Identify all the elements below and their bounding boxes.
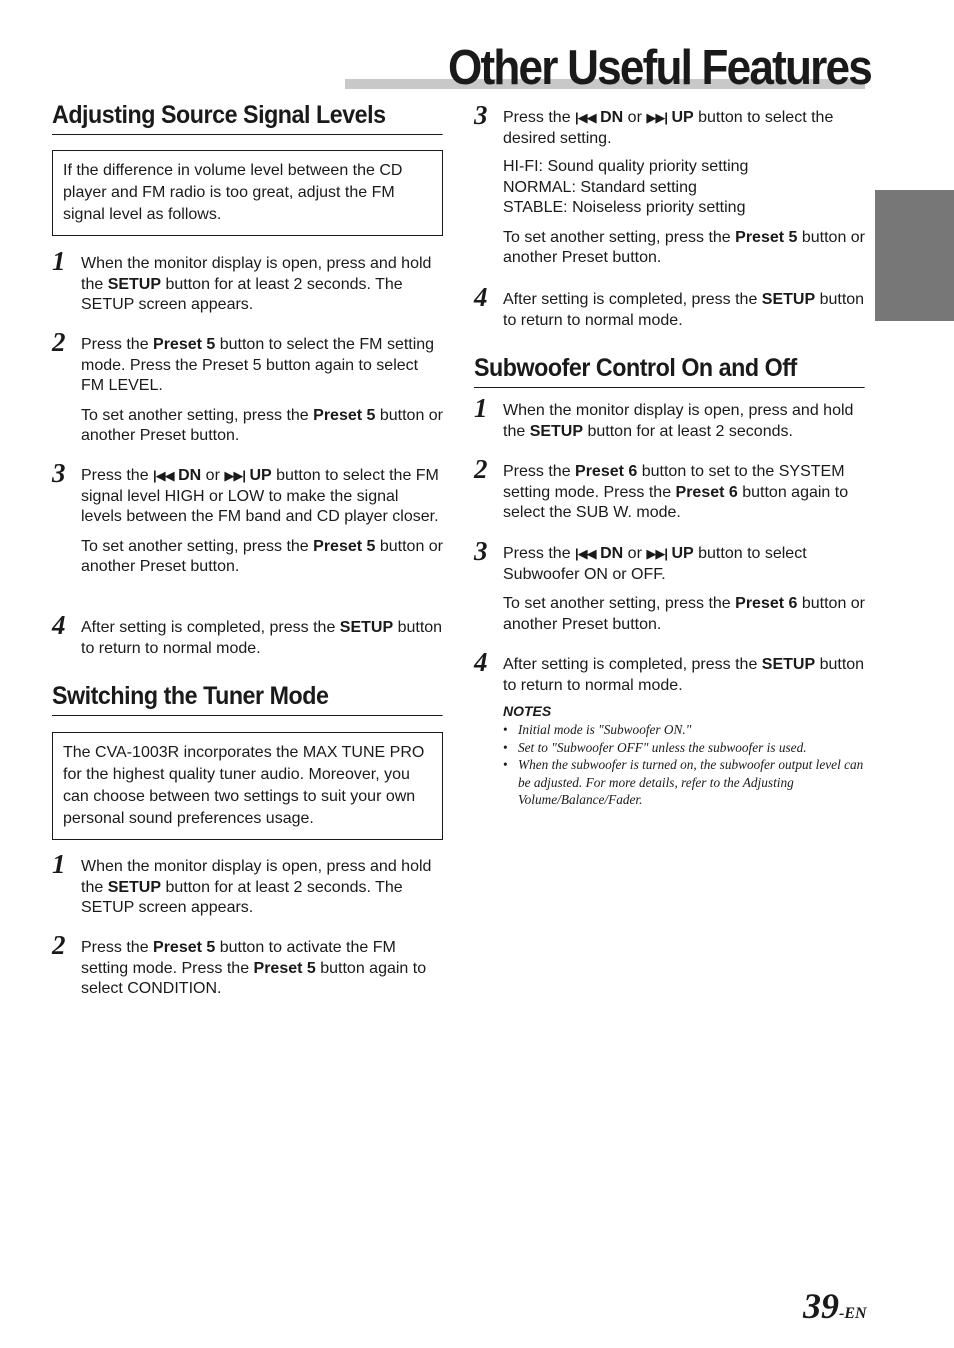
step-text: button to return to normal mode. — [81, 619, 443, 657]
note-item: • Set to "Subwoofer OFF" unless the subwoofer is used. — [503, 739, 865, 757]
step-text: button for at least 2 seconds. — [583, 422, 793, 440]
step-number: 3 — [474, 100, 488, 130]
subwoofer-step-2 — [474, 454, 865, 524]
section-heading-subwoofer: Subwoofer Control On and Off — [474, 354, 865, 388]
intro-text: If the difference in volume level between the CD player and FM radio is too great, adjust the FM signal level as follows. — [63, 162, 403, 223]
button-name: SETUP — [339, 619, 394, 636]
option-item: STABLE: Noiseless priority setting — [503, 199, 746, 216]
step-text: button to set to the SYSTEM setting mode. Press the — [503, 463, 845, 501]
option-item: NORMAL: Standard setting — [503, 178, 697, 196]
step-number: 3 — [52, 458, 66, 488]
step-text: button to select the desired setting. — [503, 109, 834, 147]
step-text: When the monitor display is open, press and hold the — [503, 402, 854, 440]
step-text: or — [201, 467, 225, 484]
button-name: UP — [671, 545, 694, 562]
notes — [503, 703, 865, 809]
tuner-step-1 — [52, 849, 443, 919]
button-name: SETUP — [107, 878, 162, 896]
section-heading-tuner: Switching the Tuner Mode — [52, 682, 443, 716]
step-number: 4 — [474, 282, 488, 312]
subwoofer-step-1 — [474, 393, 865, 442]
step-number: 1 — [474, 393, 488, 423]
page-title: Other Useful Features — [448, 41, 871, 95]
button-name: Preset 5 — [153, 336, 216, 353]
page-number-suffix: -EN — [839, 1305, 867, 1322]
step-number: 4 — [474, 647, 488, 677]
button-name: SETUP — [761, 656, 816, 673]
skip-forward-icon: ▶▶| — [646, 546, 667, 561]
step-text: button for at least 2 seconds. The SETUP screen appears. — [81, 878, 403, 916]
button-name: Preset 6 — [735, 595, 798, 612]
left-column — [52, 0, 443, 1348]
intro-box-adjusting — [52, 150, 443, 236]
step-number: 2 — [52, 327, 66, 357]
step-text: button again to select CONDITION. — [81, 959, 427, 997]
step-text: When the monitor display is open, press and hold the — [81, 255, 432, 293]
step-text: button to activate the FM setting mode. Press the — [81, 939, 396, 977]
step-text: Press the — [503, 545, 576, 562]
step-subtext: To set another setting, press the — [81, 537, 314, 555]
subwoofer-step-3 — [474, 536, 866, 635]
step-text: Press the — [503, 463, 576, 480]
skip-forward-icon: ▶▶| — [646, 110, 667, 125]
button-name: DN — [600, 545, 624, 562]
button-name: Preset 5 — [253, 959, 316, 977]
step-number: 4 — [52, 610, 66, 640]
button-name: DN — [178, 467, 202, 484]
step-text: button again to select the SUB W. mode. — [503, 483, 849, 521]
page-number-value: 39 — [803, 1286, 839, 1326]
button-name: SETUP — [107, 275, 162, 293]
step-text: or — [623, 109, 647, 126]
step-number: 1 — [52, 849, 66, 879]
step-text: Press the — [81, 939, 154, 956]
step-number: 1 — [52, 246, 66, 276]
adjusting-step-1 — [52, 246, 443, 316]
skip-forward-icon: ▶▶| — [224, 468, 245, 483]
button-name: UP — [249, 467, 272, 484]
button-name: Preset 6 — [675, 483, 738, 501]
tuner-step-3 — [474, 100, 866, 269]
button-name: SETUP — [529, 422, 584, 440]
note-item: • Initial mode is "Subwoofer ON." — [503, 721, 865, 739]
step-number: 2 — [474, 454, 488, 484]
step-text: When the monitor display is open, press and hold the — [81, 858, 432, 896]
adjusting-step-4 — [52, 610, 443, 659]
button-name: Preset 5 — [313, 406, 376, 424]
step-number: 3 — [474, 536, 488, 566]
skip-back-icon: |◀◀ — [575, 110, 596, 125]
step-subtext: button or another Preset button. — [503, 228, 866, 266]
button-name: Preset 5 — [735, 228, 798, 246]
step-text: Press the — [81, 336, 154, 353]
step-text: or — [623, 545, 647, 562]
step-text: button to select the FM setting mode. Press the Preset 5 button again to select FM LEVEL. — [81, 336, 435, 394]
step-text: After setting is completed, press the — [503, 291, 762, 308]
button-name: UP — [671, 109, 694, 126]
adjusting-step-2 — [52, 327, 444, 447]
step-text: button to return to normal mode. — [503, 291, 865, 329]
subwoofer-step-4 — [474, 647, 865, 696]
step-text: After setting is completed, press the — [503, 656, 762, 673]
intro-box-tuner — [52, 732, 443, 840]
step-text: button for at least 2 seconds. The SETUP screen appears. — [81, 275, 403, 313]
step-text: button to return to normal mode. — [503, 656, 865, 694]
button-name: Preset 5 — [153, 939, 216, 956]
tuner-step-4 — [474, 282, 865, 331]
adjusting-step-3 — [52, 458, 444, 578]
step-subtext: To set another setting, press the — [503, 228, 736, 246]
step-text: button to select Subwoofer ON or OFF. — [503, 545, 807, 583]
step-number: 2 — [52, 930, 66, 960]
section-heading-adjusting: Adjusting Source Signal Levels — [52, 101, 443, 135]
page-number — [803, 1285, 867, 1327]
button-name: Preset 5 — [313, 537, 376, 555]
step-subtext: button or another Preset button. — [503, 595, 866, 633]
step-text: After setting is completed, press the — [81, 619, 340, 636]
step-subtext: button or another Preset button. — [81, 406, 444, 444]
right-column — [474, 0, 865, 1348]
skip-back-icon: |◀◀ — [575, 546, 596, 561]
step-subtext: To set another setting, press the — [503, 595, 736, 612]
button-name: DN — [600, 109, 624, 126]
step-subtext: To set another setting, press the — [81, 406, 314, 424]
notes-heading: NOTES — [503, 703, 552, 719]
step-text: Press the — [81, 467, 154, 484]
button-name: Preset 6 — [575, 463, 638, 480]
tuner-step-2 — [52, 930, 443, 1000]
note-item: • When the subwoofer is turned on, the subwoofer output level can be adjusted. For more details, refer to the Adjusting Volume/Balance/Fader. — [503, 756, 865, 809]
button-name: SETUP — [761, 291, 816, 308]
step-text: Press the — [503, 109, 576, 126]
section-tab — [875, 190, 954, 321]
step-subtext: button or another Preset button. — [81, 537, 444, 575]
intro-text: The CVA-1003R incorporates the MAX TUNE PRO for the highest quality tuner audio. Moreover, you can choose between two settings to suit your own personal sound preferences usage. — [63, 744, 425, 827]
skip-back-icon: |◀◀ — [153, 468, 174, 483]
option-item: HI-FI: Sound quality priority setting — [503, 158, 749, 175]
step-text: button to select the FM signal level HIGH or LOW to make the signal levels between the FM band and CD player closer. — [81, 467, 439, 525]
